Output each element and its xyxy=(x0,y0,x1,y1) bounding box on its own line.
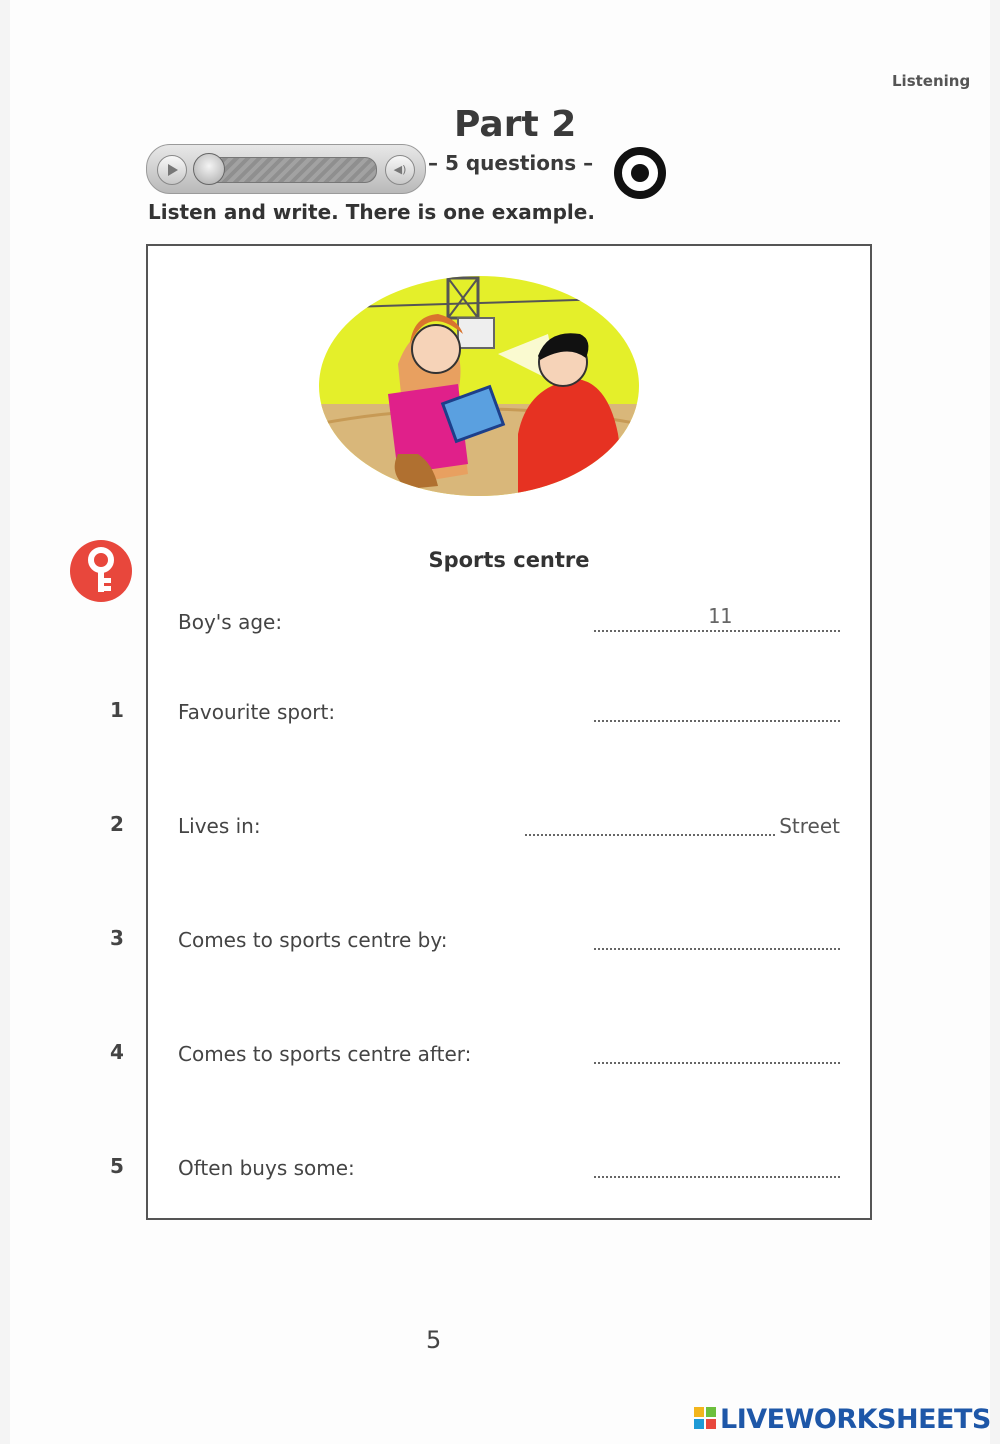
page-number: 5 xyxy=(426,1326,442,1354)
play-button[interactable] xyxy=(157,155,187,185)
form-title: Sports centre xyxy=(428,548,590,572)
question-row-2 xyxy=(148,814,870,854)
question-row-4 xyxy=(148,1042,870,1082)
example-label: Boy's age: xyxy=(178,610,283,634)
question-number: 4 xyxy=(110,1040,124,1064)
part-title: Part 2 xyxy=(454,104,577,145)
answer-line xyxy=(594,628,840,632)
question-row-5 xyxy=(148,1156,870,1196)
question-label: Lives in: xyxy=(178,814,261,838)
volume-icon[interactable]: ◀) xyxy=(385,155,415,185)
audio-scrubber-knob[interactable] xyxy=(193,153,225,185)
answer-line[interactable] xyxy=(594,946,840,950)
question-number: 5 xyxy=(110,1154,124,1178)
question-row-3 xyxy=(148,928,870,968)
question-label: Comes to sports centre after: xyxy=(178,1042,472,1066)
question-label: Comes to sports centre by: xyxy=(178,928,448,952)
answer-line[interactable] xyxy=(594,1174,840,1178)
target-icon xyxy=(614,147,666,199)
question-row-1 xyxy=(148,700,870,740)
key-icon xyxy=(70,540,132,602)
audio-player xyxy=(146,144,426,194)
question-number: 2 xyxy=(110,812,124,836)
part-subtitle: – 5 questions – xyxy=(428,151,594,175)
street-suffix: Street xyxy=(779,814,840,838)
instruction-text: Listen and write. There is one example. xyxy=(148,200,595,224)
answer-line[interactable] xyxy=(594,718,840,722)
answer-line[interactable] xyxy=(525,832,775,836)
sports-centre-form xyxy=(146,244,872,1220)
question-number: 1 xyxy=(110,698,124,722)
example-answer: 11 xyxy=(708,604,733,628)
section-label: Listening xyxy=(892,72,971,90)
question-label: Favourite sport: xyxy=(178,700,336,724)
audio-progress-track[interactable] xyxy=(199,157,377,183)
question-number: 3 xyxy=(110,926,124,950)
sports-centre-illustration xyxy=(318,274,640,504)
answer-line[interactable] xyxy=(594,1060,840,1064)
example-row xyxy=(148,604,870,650)
liveworksheets-logo-icon xyxy=(694,1407,716,1429)
question-label: Often buys some: xyxy=(178,1156,355,1180)
brand-name: LIVEWORKSHEETS xyxy=(720,1404,991,1435)
